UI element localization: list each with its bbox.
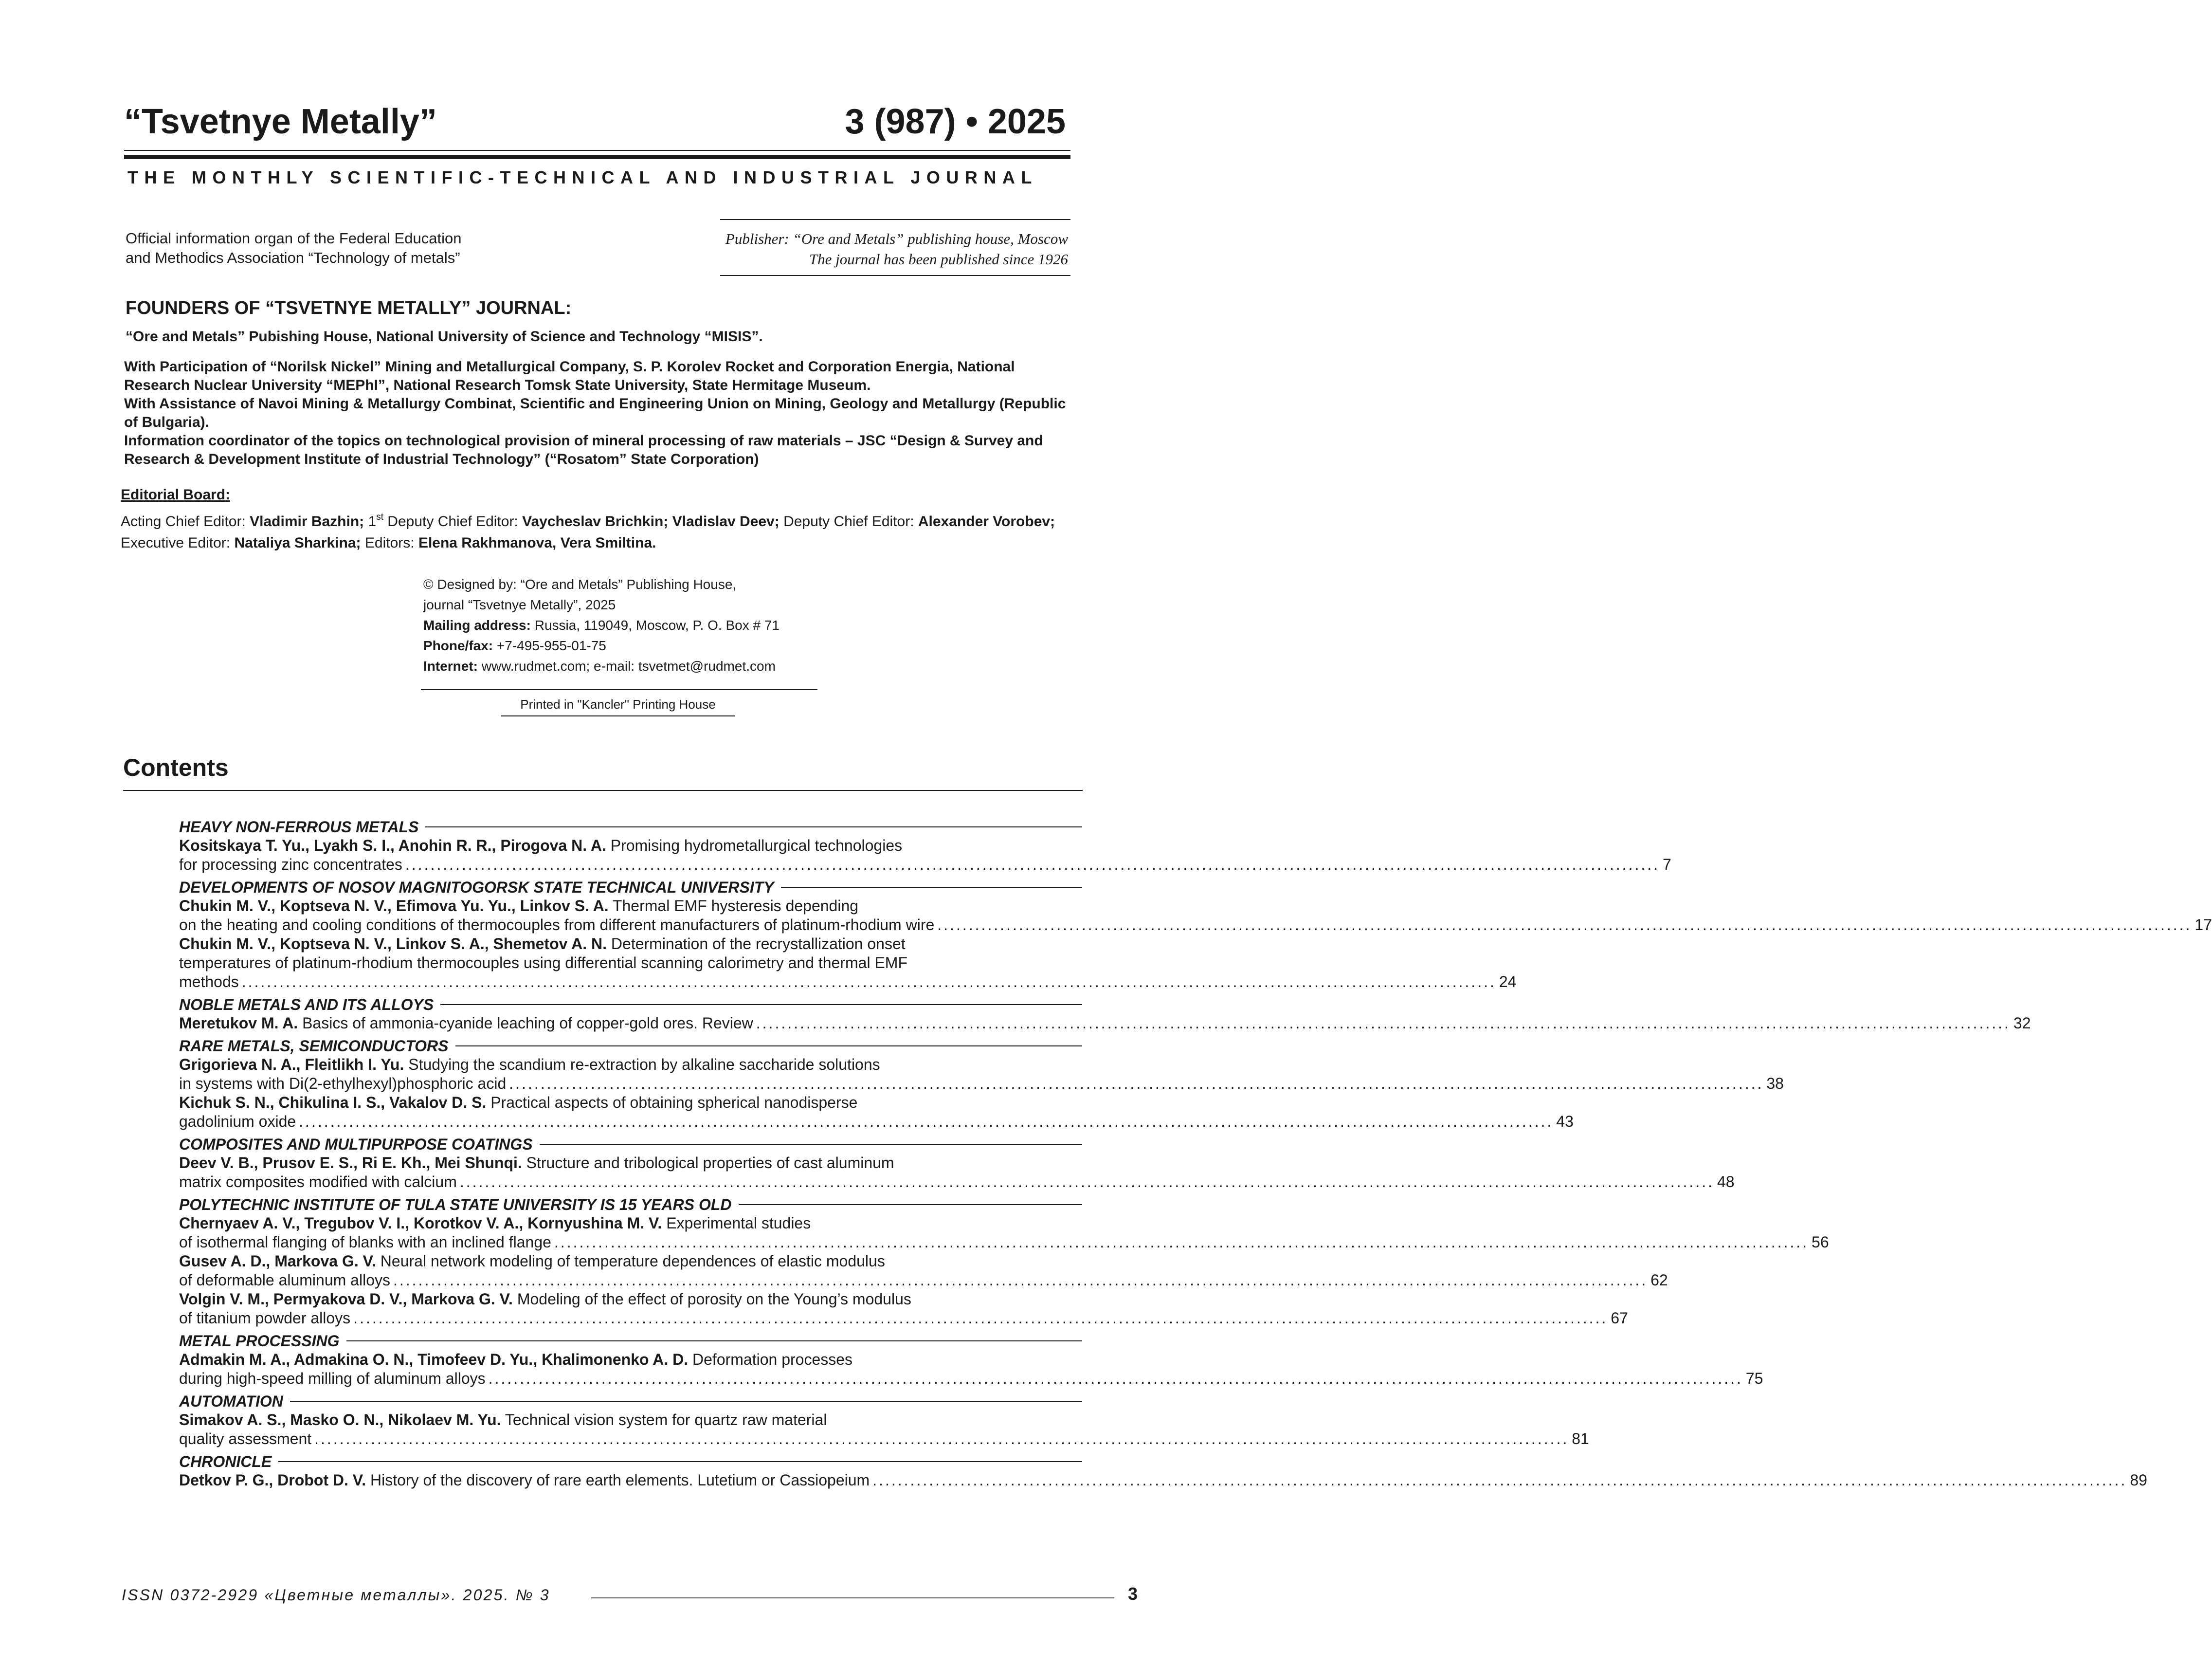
toc-entry — [179, 1350, 1763, 1388]
header-rule-thick — [124, 155, 1070, 159]
toc-entry-title-tail: matrix composites modified with calcium — [179, 1173, 457, 1191]
toc-entry-line — [179, 1411, 1082, 1429]
toc-entry-last-line — [179, 855, 1671, 874]
section-gap — [179, 1448, 1082, 1452]
toc-entry-title-tail: of titanium powder alloys — [179, 1309, 351, 1327]
internet — [423, 656, 861, 677]
toc-entry — [179, 1093, 1574, 1131]
toc-entry-last-line — [179, 1074, 1784, 1093]
toc-entry-authors: Chukin M. V., Koptseva N. V., Linkov S. A., Shemetov A. N. — [179, 935, 607, 953]
toc-entry-line — [179, 1214, 1082, 1233]
toc-entry-line — [179, 1093, 1082, 1112]
executive-editor-label: Executive Editor: — [121, 535, 235, 551]
toc-entry-authors: Simakov A. S., Masko O. N., Nikolaev M. Yu. — [179, 1411, 501, 1429]
toc-entry-title-tail: quality assessment — [179, 1430, 312, 1447]
toc-entry-title-end — [179, 1471, 870, 1490]
toc-entry-title: temperatures of platinum-rhodium thermocouples using differential scanning calorimetry and thermal EMF — [179, 954, 907, 971]
toc-entry-line — [179, 836, 1082, 855]
toc-entry-title-end — [179, 1172, 457, 1191]
toc-entry-title-tail: of isothermal flanging of blanks with an inclined flange — [179, 1233, 551, 1251]
toc-entry-title: Deformation processes — [688, 1351, 853, 1368]
first-deputy-names: Vaycheslav Brichkin; Vladislav Deev; — [522, 513, 784, 530]
toc-entry-page: 56 — [1812, 1233, 1829, 1251]
toc-entry-authors: Chukin M. V., Koptseva N. V., Efimova Yu. Yu., Linkov S. A. — [179, 897, 609, 915]
toc-section-heading — [179, 1392, 1082, 1411]
first-deputy-ordinal: st — [376, 512, 383, 522]
internet-label: Internet: — [423, 659, 482, 674]
toc-entry-last-line — [179, 1014, 2031, 1033]
toc-entry — [179, 1214, 1829, 1252]
section-gap — [179, 1388, 1082, 1392]
toc-entry-title-end — [179, 1429, 311, 1448]
toc-entry-last-line — [179, 1471, 2147, 1490]
toc-entry — [179, 1055, 1784, 1093]
designed-line-1: © Designed by: “Ore and Metals” Publishing House, — [423, 577, 737, 592]
toc-leader-dots: ........................................................................................................................................................................................................ — [299, 1113, 1554, 1130]
toc-entry-title-tail: on the heating and cooling conditions of thermocouples from different manufacturers of platinum-rhodium wire — [179, 916, 935, 934]
toc-section-rule — [425, 826, 1082, 827]
toc-entry — [179, 897, 2212, 934]
designed-line-2: journal “Tsvetnye Metally”, 2025 — [423, 597, 616, 612]
toc-entry-title-end — [179, 1014, 753, 1033]
footer-rule — [591, 1597, 1114, 1598]
toc-entry-title-end — [179, 1074, 506, 1093]
toc-entry-title-tail: methods — [179, 973, 239, 990]
phone-label: Phone/fax: — [423, 638, 497, 653]
toc-entry-line — [179, 953, 1082, 972]
toc-entry-last-line — [179, 972, 1517, 991]
toc-entry-line — [179, 1290, 1082, 1309]
toc-entry-authors: Deev V. B., Prusov E. S., Ri E. Kh., Mei Shunqi. — [179, 1154, 522, 1172]
toc-leader-dots: ........................................................................................................................................................................................................ — [314, 1430, 1569, 1447]
toc-section-heading — [179, 1332, 1082, 1350]
toc-entry-page: 89 — [2130, 1471, 2147, 1489]
toc-entry-page: 67 — [1611, 1309, 1628, 1327]
toc-entry-last-line — [179, 1233, 1829, 1252]
toc-entry-page: 17 — [2194, 916, 2212, 934]
toc-section-title: HEAVY NON-FERROUS METALS — [179, 818, 419, 836]
toc-section-heading — [179, 995, 1082, 1014]
toc-entry-page: 43 — [1556, 1113, 1574, 1130]
editorial-board-heading: Editorial Board: — [121, 487, 231, 503]
toc-section-title: METAL PROCESSING — [179, 1332, 340, 1350]
toc-leader-dots: ........................................................................................................................................................................................................ — [241, 973, 1496, 990]
toc-section-heading — [179, 878, 1082, 897]
section-gap — [179, 1033, 1082, 1037]
toc-entry-authors: Gusev A. D., Markova G. V. — [179, 1252, 376, 1270]
toc-entry-title-tail: in systems with Di(2-ethylhexyl)phosphoric acid — [179, 1075, 507, 1092]
editors-label: Editors: — [364, 535, 418, 551]
publisher-rule-bottom — [720, 275, 1070, 276]
toc-entry-page: 24 — [1499, 973, 1517, 990]
deputy-chief-label: Deputy Chief Editor: — [783, 513, 918, 530]
toc-section-rule — [540, 1144, 1082, 1145]
toc-entry-title-end — [179, 855, 402, 874]
toc-entry-title: Neural network modeling of temperature dependences of elastic modulus — [376, 1252, 885, 1270]
publisher-rule-top — [720, 219, 1070, 220]
toc-entry — [179, 934, 1517, 991]
toc-entry-last-line — [179, 1429, 1589, 1448]
toc-section-rule — [278, 1461, 1082, 1462]
toc-section-title: RARE METALS, SEMICONDUCTORS — [179, 1037, 449, 1055]
contents-rule — [123, 790, 1083, 791]
toc-entry — [179, 1014, 2031, 1033]
toc-entry-authors: Chernyaev A. V., Tregubov V. I., Korotkov V. A., Kornyushina M. V. — [179, 1214, 662, 1232]
assistance-text: With Assistance of Navoi Mining & Metallurgy Combinat, Scientific and Engineering Union on Mining, Geology and Metallurgy (Republic of Bulgaria). — [124, 396, 1066, 430]
official-organ-note — [126, 229, 563, 268]
toc-entry-line — [179, 1154, 1082, 1172]
founders-heading: FOUNDERS OF “TSVETNYE METALLY” JOURNAL: — [126, 298, 572, 318]
mailing-label: Mailing address: — [423, 618, 535, 633]
toc-entry-title-tail: History of the discovery of rare earth elements. Lutetium or Cassiopeium — [366, 1471, 870, 1489]
toc-section-heading — [179, 1135, 1082, 1154]
toc-entry-title: Technical vision system for quartz raw material — [501, 1411, 827, 1429]
imprint-block — [423, 574, 861, 677]
toc-entry-last-line — [179, 1369, 1763, 1388]
toc-section-title: AUTOMATION — [179, 1392, 283, 1410]
toc-entry-title: Studying the scandium re-extraction by alkaline saccharide solutions — [404, 1056, 880, 1073]
toc-leader-dots: ........................................................................................................................................................................................................ — [405, 856, 1660, 873]
toc-entry-page: 75 — [1745, 1370, 1763, 1387]
first-deputy-label: Deputy Chief Editor: — [383, 513, 523, 530]
toc-leader-dots: ........................................................................................................................................................................................................ — [393, 1271, 1648, 1289]
toc-entry-page: 38 — [1766, 1075, 1784, 1092]
founders-list: “Ore and Metals” Pubishing House, National University of Science and Technology “MISIS”. — [126, 329, 763, 345]
toc-section-title: CHRONICLE — [179, 1452, 272, 1470]
toc-entry-line — [179, 934, 1082, 953]
editorial-board-list — [121, 511, 1084, 554]
acting-chief-name: Vladimir Bazhin; — [250, 513, 368, 530]
toc-entry-title: Determination of the recrystallization onset — [607, 935, 906, 953]
toc-leader-dots: ........................................................................................................................................................................................................ — [937, 916, 2192, 934]
toc-section-rule — [346, 1340, 1082, 1341]
toc-entry-title-end — [179, 1271, 390, 1290]
toc-entry-page: 7 — [1663, 856, 1671, 873]
toc-leader-dots: ........................................................................................................................................................................................................ — [488, 1370, 1743, 1387]
toc-entry-line — [179, 1055, 1082, 1074]
page-number: 3 — [1128, 1584, 1138, 1604]
toc-entry-title: Promising hydrometallurgical technologies — [606, 837, 903, 854]
toc-entry — [179, 1252, 1668, 1290]
toc-entry-line — [179, 1350, 1082, 1369]
official-line-2: and Methodics Association “Technology of metals” — [126, 249, 460, 266]
toc-entry-title-tail: gadolinium oxide — [179, 1113, 296, 1130]
toc-entry-title-tail: for processing zinc concentrates — [179, 856, 402, 873]
toc-entry — [179, 1290, 1628, 1328]
toc-leader-dots: ........................................................................................................................................................................................................ — [353, 1309, 1608, 1327]
toc-leader-dots: ........................................................................................................................................................................................................ — [509, 1075, 1764, 1092]
mailing-value: Russia, 119049, Moscow, P. O. Box # 71 — [534, 618, 780, 633]
toc-leader-dots: ........................................................................................................................................................................................................ — [756, 1014, 2011, 1032]
toc-entry-title: Modeling of the effect of porosity on the Young’s modulus — [512, 1290, 911, 1308]
toc-section-title: POLYTECHNIC INSTITUTE OF TULA STATE UNIVERSITY IS 15 YEARS OLD — [179, 1195, 732, 1213]
first-deputy-number: 1 — [368, 513, 377, 530]
toc-section-rule — [781, 887, 1082, 888]
toc-entry-authors: Volgin V. M., Permyakova D. V., Markova G. V. — [179, 1290, 513, 1308]
issue-number: 3 (987) • 2025 — [845, 102, 1066, 141]
founders-details — [124, 358, 1078, 469]
toc-entry-title-end — [179, 1369, 486, 1388]
toc-entry-title-tail: Basics of ammonia-cyanide leaching of copper-gold ores. Review — [298, 1014, 753, 1032]
section-gap — [179, 1328, 1082, 1332]
toc-entry-page: 32 — [2013, 1014, 2031, 1032]
toc-entry-authors: Meretukov M. A. — [179, 1014, 298, 1032]
toc-section-heading — [179, 1195, 1082, 1214]
toc-leader-dots: ........................................................................................................................................................................................................ — [554, 1233, 1809, 1251]
toc-entry-page: 81 — [1572, 1430, 1589, 1447]
section-gap — [179, 991, 1082, 995]
toc-section-title: COMPOSITES AND MULTIPURPOSE COATINGS — [179, 1135, 533, 1153]
toc-entry-last-line — [179, 916, 2212, 934]
toc-entry-title-end — [179, 1233, 551, 1252]
toc-entry-last-line — [179, 1172, 1735, 1191]
toc-entry — [179, 836, 1671, 874]
toc-section-heading — [179, 1037, 1082, 1055]
toc-entry-authors: Grigorieva N. A., Fleitlikh I. Yu. — [179, 1056, 404, 1073]
executive-editor-name: Nataliya Sharkina; — [234, 535, 365, 551]
toc-entry-line — [179, 897, 1082, 916]
internet-value: www.rudmet.com; e-mail: tsvetmet@rudmet.com — [481, 659, 776, 674]
section-gap — [179, 1131, 1082, 1135]
acting-chief-label: Acting Chief Editor: — [121, 513, 250, 530]
table-of-contents — [179, 818, 2212, 1490]
toc-section-heading — [179, 1452, 1082, 1471]
toc-entry-authors: Kichuk S. N., Chikulina I. S., Vakalov D. S. — [179, 1094, 487, 1111]
toc-entry — [179, 1471, 2147, 1490]
phone-fax — [423, 636, 861, 656]
toc-entry-authors: Admakin M. A., Admakina O. N., Timofeev D. Yu., Khalimonenko A. D. — [179, 1351, 689, 1368]
toc-entry-title: Structure and tribological properties of cast aluminum — [522, 1154, 894, 1172]
section-gap — [179, 874, 1082, 878]
toc-entry-last-line — [179, 1309, 1628, 1328]
imprint-rule — [421, 689, 817, 690]
header-rule-thin — [124, 150, 1070, 151]
publisher-line-1: Publisher: “Ore and Metals” publishing house, Moscow — [725, 230, 1068, 247]
coordinator-text: Information coordinator of the topics on technological provision of mineral processing of raw materials – JSC “Design & Survey and Research & Development Institute of Industrial Technology” (“Rosatom” State Corporation) — [124, 433, 1043, 467]
publisher-line-2: The journal has been published since 1926 — [809, 251, 1068, 268]
toc-entry — [179, 1154, 1735, 1191]
toc-entry-title: Thermal EMF hysteresis depending — [608, 897, 859, 915]
printing-house-rule — [501, 715, 735, 716]
toc-section-rule — [290, 1401, 1082, 1402]
toc-entry-title-tail: during high-speed milling of aluminum alloys — [179, 1370, 486, 1387]
toc-entry-last-line — [179, 1112, 1574, 1131]
toc-section-title: NOBLE METALS AND ITS ALLOYS — [179, 995, 434, 1013]
participation-text: With Participation of “Norilsk Nickel” Mining and Metallurgical Company, S. P. Korolev Rocket and Corporation Energia, National Research Nuclear University “MEPhI”, National Research Tomsk State University, State Hermitage Museum. — [124, 359, 1015, 393]
toc-entry-line — [179, 1252, 1082, 1271]
toc-section-rule — [440, 1004, 1082, 1005]
section-gap — [179, 1191, 1082, 1195]
toc-entry-title: Practical aspects of obtaining spherical nanodisperse — [486, 1094, 858, 1111]
toc-entry-title-end — [179, 916, 934, 934]
mailing-address — [423, 615, 861, 636]
toc-entry-authors: Detkov P. G., Drobot D. V. — [179, 1471, 366, 1489]
toc-entry-page: 48 — [1717, 1173, 1735, 1191]
official-line-1: Official information organ of the Federal Education — [126, 230, 462, 247]
toc-section-title: DEVELOPMENTS OF NOSOV MAGNITOGORSK STATE TECHNICAL UNIVERSITY — [179, 878, 774, 896]
editors-names: Elena Rakhmanova, Vera Smiltina. — [418, 535, 656, 551]
toc-entry-page: 62 — [1650, 1271, 1668, 1289]
publisher-note — [720, 229, 1068, 270]
printing-house-note: Printed in "Kancler" Printing House — [520, 697, 716, 712]
toc-leader-dots: ........................................................................................................................................................................................................ — [872, 1471, 2127, 1489]
toc-section-heading — [179, 818, 1082, 836]
toc-section-rule — [739, 1204, 1082, 1205]
journal-title: “Tsvetnye Metally” — [124, 102, 437, 141]
journal-subtitle: THE MONTHLY SCIENTIFIC-TECHNICAL AND INDUSTRIAL JOURNAL — [127, 167, 1038, 187]
toc-leader-dots: ........................................................................................................................................................................................................ — [459, 1173, 1714, 1191]
phone-value: +7-495-955-01-75 — [496, 638, 606, 653]
toc-entry — [179, 1411, 1589, 1448]
deputy-chief-name: Alexander Vorobev; — [918, 513, 1055, 530]
toc-section-rule — [455, 1045, 1083, 1046]
toc-entry-title-end — [179, 972, 239, 991]
toc-entry-title-tail: of deformable aluminum alloys — [179, 1271, 390, 1289]
toc-entry-title: Experimental studies — [662, 1214, 811, 1232]
toc-entry-authors: Kositskaya T. Yu., Lyakh S. I., Anohin R. R., Pirogova N. A. — [179, 837, 606, 854]
toc-entry-last-line — [179, 1271, 1668, 1290]
footer-issn: ISSN 0372-2929 «Цветные металлы». 2025. № 3 — [122, 1586, 550, 1604]
toc-entry-title-end — [179, 1309, 350, 1328]
toc-entry-title-end — [179, 1112, 296, 1131]
contents-heading: Contents — [123, 754, 229, 781]
